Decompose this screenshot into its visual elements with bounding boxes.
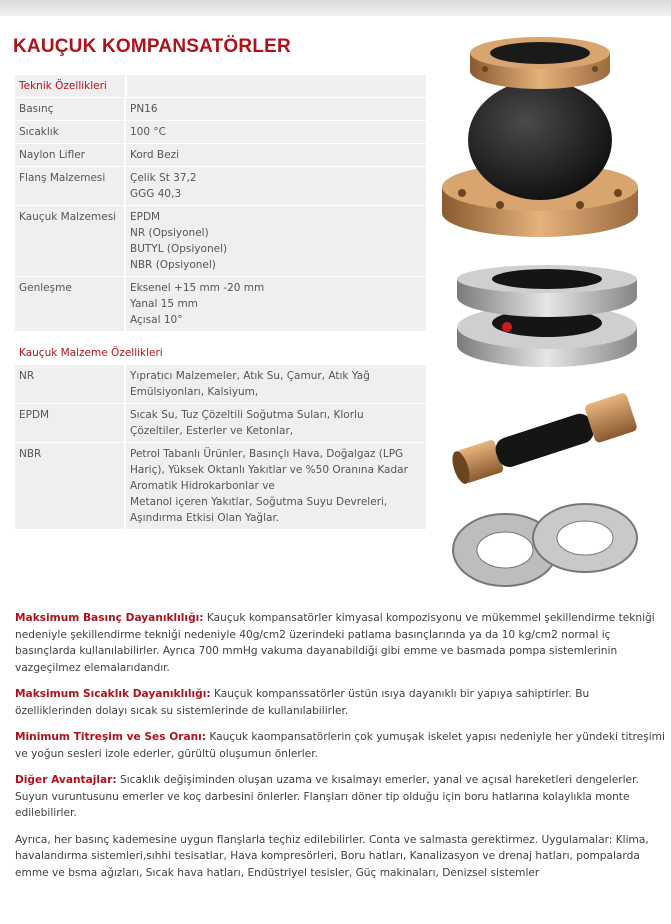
spec-value xyxy=(126,144,426,166)
material-row xyxy=(15,404,426,443)
material-table-header xyxy=(15,342,426,365)
spec-value-line: NR (Opsiyonel) xyxy=(130,227,209,239)
threaded-union-compensator-image xyxy=(445,385,645,485)
material-key: EPDM xyxy=(15,404,124,442)
paragraph-heading: Diğer Avantajlar: xyxy=(15,774,117,786)
steel-flanges-image xyxy=(445,500,645,590)
spec-value-line: EPDM xyxy=(130,211,161,223)
material-row xyxy=(15,443,426,530)
spec-value-line: Yanal 15 mm xyxy=(130,298,198,310)
material-value-line: Aşındırma Etkisi Olan Yağlar. xyxy=(130,512,280,524)
description-paragraph xyxy=(15,729,665,762)
material-key: NR xyxy=(15,365,124,403)
spec-tables xyxy=(15,75,426,530)
spec-row xyxy=(15,277,426,332)
material-value-line: Aromatik Hidrokarbonlar ve xyxy=(130,480,275,492)
spec-key: Flanş Malzemesi xyxy=(15,167,124,205)
material-value-line: Emülsiyonları, Kalsiyum, xyxy=(130,386,259,398)
material-value-line: Çözeltiler, Esterler ve Ketonlar, xyxy=(130,425,294,437)
spec-value-line: Açısal 10° xyxy=(130,314,183,326)
bronze-flange-compensator-image xyxy=(440,35,650,245)
spec-value xyxy=(126,167,426,205)
spec-row xyxy=(15,98,426,121)
spec-value-line: Kord Bezi xyxy=(130,149,180,161)
spec-row xyxy=(15,167,426,206)
material-table-title: Kauçuk Malzeme Özellikleri xyxy=(15,342,215,364)
spec-value-line: PN16 xyxy=(130,103,158,115)
description xyxy=(15,610,665,891)
description-paragraph xyxy=(15,686,665,719)
spec-key: Genleşme xyxy=(15,277,124,331)
spec-value xyxy=(126,206,426,276)
spec-value-line: GGG 40,3 xyxy=(130,188,182,200)
spec-value xyxy=(126,121,426,143)
material-value-line: Sıcak Su, Tuz Çözeltili Soğutma Suları, Klorlu xyxy=(130,409,364,421)
spec-value-line: BUTYL (Opsiyonel) xyxy=(130,243,228,255)
material-value xyxy=(126,443,426,529)
spec-value-line: Eksenel +15 mm -20 mm xyxy=(130,282,265,294)
paragraph-text: Kauçuk kompansatörler kimyasal kompozisyonu ve mükemmel şekillendirme tekniği nedeniyle şekillendirme tekniği nedeniyle 40g/cm2 üzerindeki patlama basınçlarında ya da 10 kg/cm2 normal iç basınçlarda kullanılabilirler. Ayrıca 700 mmHg vakuma dayanabildiği gibi emme ve basmada pompa sistemlerinin vazgeçilmez elemalarıdandır. xyxy=(15,612,655,674)
spec-key: Kauçuk Malzemesi xyxy=(15,206,124,276)
spec-key: Naylon Lifler xyxy=(15,144,124,166)
top-band xyxy=(0,0,671,16)
spec-table-header xyxy=(15,75,426,98)
spec-table-title: Teknik Özellikleri xyxy=(15,75,125,97)
paragraph-text: Ayrıca, her basınç kademesine uygun flanşlarla teçhiz edilebilirler. Conta ve salmasta gerektirmez. Uygulamalar: Klima, havalandırma sistemleri,sıhhi tesisatlar, Hava kompresörleri, Boru hatları, Kanalizasyon ve drenaj hatları, pompalarda emme ve bsma ağızları, Sıcak hava hatları, Endüstriyel tesisler, Güç makinaları, Denizsel sistemler xyxy=(15,833,649,879)
description-paragraph xyxy=(15,610,665,676)
material-value-line: Hariç), Yüksek Oktanlı Yakıtlar ve %50 Oranına Kadar xyxy=(130,464,408,476)
spec-value xyxy=(126,277,426,331)
paragraph-heading: Maksimum Basınç Dayanıklılığı: xyxy=(15,612,204,624)
material-value-line: Petrol Tabanlı Ürünler, Basınçlı Hava, Doğalgaz (LPG xyxy=(130,448,404,460)
product-images xyxy=(440,30,650,590)
spec-value xyxy=(126,98,426,120)
paragraph-text: Kauçuk kompanssatörler üstün ısıya dayanıklı bir yapıya sahiptirler. Bu özelliklerinden dolayı sıcak su sistemlerinde de kullanılabilirler. xyxy=(15,688,590,717)
page-title: KAUÇUK KOMPANSATÖRLER xyxy=(13,36,291,57)
material-key: NBR xyxy=(15,443,124,529)
spec-row xyxy=(15,144,426,167)
material-value-line: Metanol içeren Yakıtlar, Soğutma Suyu Devreleri, xyxy=(130,496,388,508)
spec-key: Sıcaklık xyxy=(15,121,124,143)
material-row xyxy=(15,365,426,404)
steel-flange-compensator-image xyxy=(452,265,642,375)
spec-value-line: NBR (Opsiyonel) xyxy=(130,259,216,271)
paragraph-text: Sıcaklık değişiminden oluşan uzama ve kısalmayı emerler, yanal ve açısal hareketleri dengelerler. Suyun vuruntusunu emerler ve koç darbesini önlerler. Flanşları döner tip olduğu için boru hatlarına kolaylıkla monte edilebilirler. xyxy=(15,774,639,819)
description-paragraph xyxy=(15,772,665,822)
paragraph-heading: Minimum Titreşim ve Ses Oranı: xyxy=(15,731,207,743)
spec-row xyxy=(15,121,426,144)
material-value xyxy=(126,365,426,403)
description-paragraph xyxy=(15,832,665,882)
spec-value-line: Çelik St 37,2 xyxy=(130,172,197,184)
material-value-line: Yıpratıcı Malzemeler, Atık Su, Çamur, Atık Yağ xyxy=(130,370,370,382)
material-value xyxy=(126,404,426,442)
paragraph-heading: Maksimum Sıcaklık Dayanıklılığı: xyxy=(15,688,211,700)
spec-key: Basınç xyxy=(15,98,124,120)
spec-value-line: 100 °C xyxy=(130,126,166,138)
paragraph-text: Kauçuk kaompansatörlerin çok yumuşak iskelet yapısı nedeniyle her yündeki titreşimi ve yoğun sesleri izole ederler, gürültü oluşumun önlerler. xyxy=(15,731,665,760)
spec-row xyxy=(15,206,426,277)
